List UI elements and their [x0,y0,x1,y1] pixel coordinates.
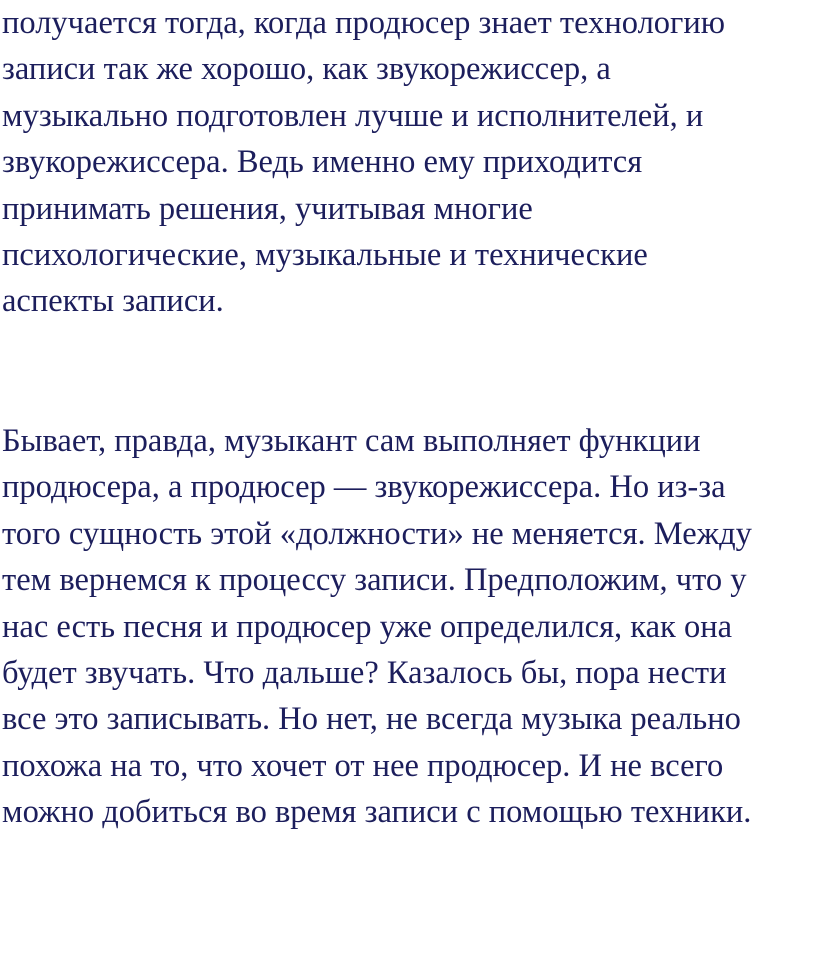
text-line: музыкально подготовлен лучше и исполнителей, и [2,97,704,134]
text-line: звукорежиссера. Ведь именно ему приходится [2,144,643,181]
text-line: принимать решения, учитывая многие [2,190,533,227]
text-line: психологические, музыкальные и технические [2,236,648,273]
text-line: записи так же хорошо, как звукорежиссер, а [2,51,611,88]
text-line: можно добиться во время записи с помощью техники. [2,794,752,831]
text-line: похожа на то, что хочет от нее продюсер. И не всего [2,747,724,784]
text-line: все это записывать. Но нет, не всегда музыка реально [2,701,741,738]
text-line: будет звучать. Что дальше? Казалось бы, пора нести [2,654,727,691]
text-line: того сущность этой «должности» не меняется. Между [2,515,752,552]
text-line: получается тогда, когда продюсер знает технологию [2,5,726,41]
paragraph-1 [2,0,725,325]
text-line: Бывает, правда, музыкант сам выполняет функции [2,423,701,459]
text-line: нас есть песня и продюсер уже определился, как она [2,608,733,645]
paragraph-2 [2,418,752,836]
text-line: аспекты записи. [2,283,224,320]
text-line: продюсера, а продюсер — звукорежиссера. Но из-за [2,469,726,506]
text-line: тем вернемся к процессу записи. Предположим, что у [2,562,747,599]
